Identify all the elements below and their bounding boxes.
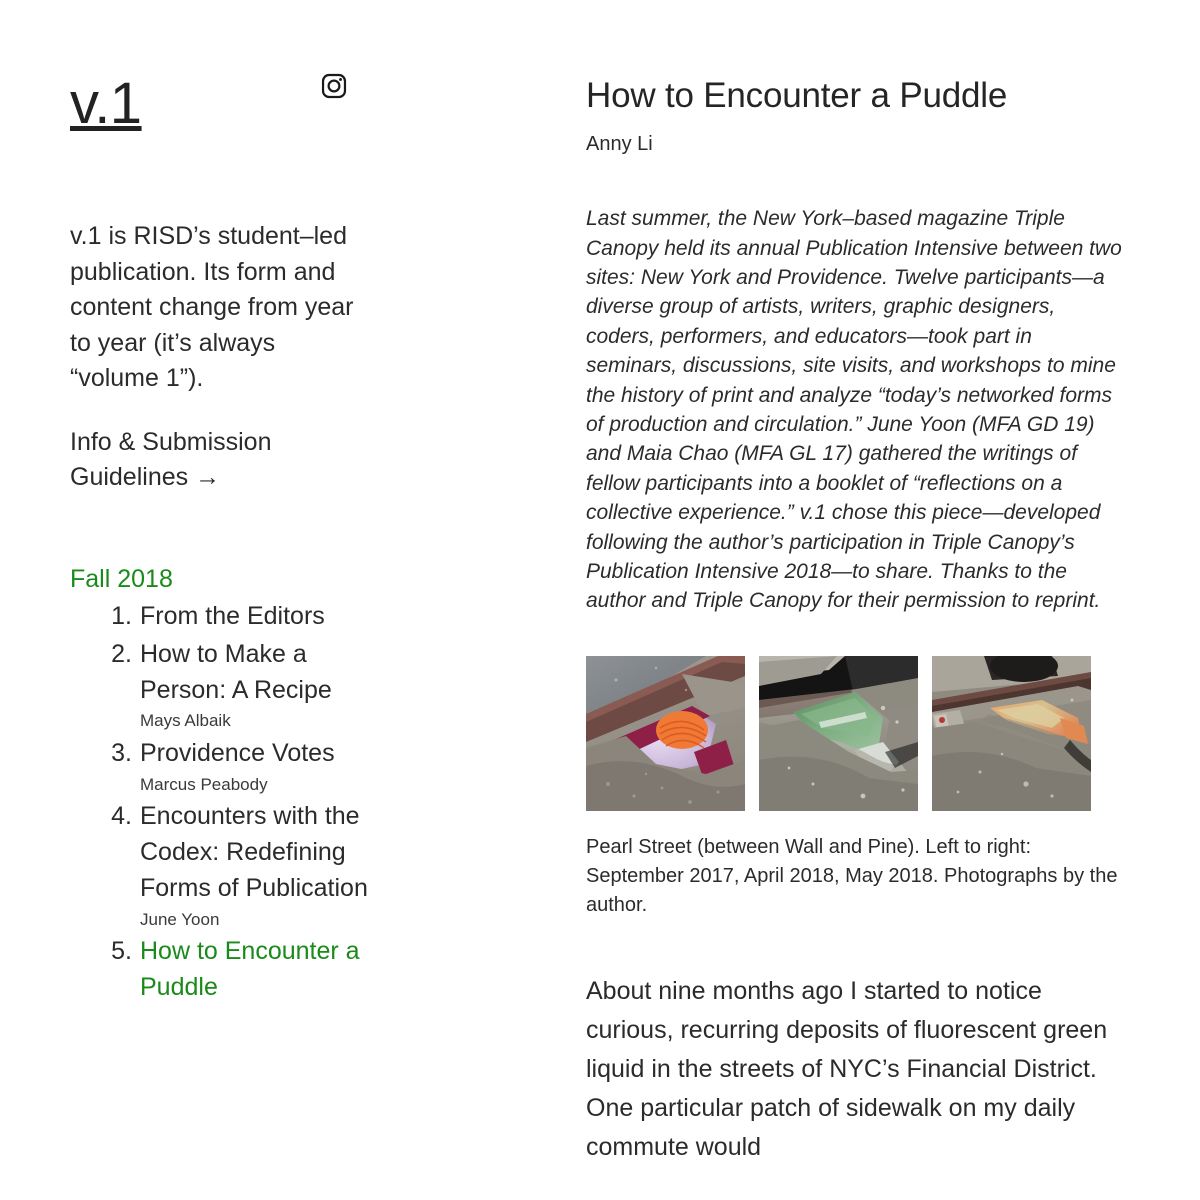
toc-title-link[interactable]: How to Make a Person: A Recipe [140, 639, 332, 704]
article-title: How to Encounter a Puddle [586, 76, 1008, 115]
photo-row [586, 656, 1138, 811]
article-author: Anny Li [586, 133, 653, 156]
guidelines-label: Info & Submission Guidelines [70, 427, 272, 491]
toc-title-link-current[interactable]: How to Encounter a Puddle [140, 937, 360, 1001]
site-logo[interactable]: v.1 [70, 71, 142, 136]
masthead [70, 71, 586, 195]
about-text: v.1 is RISD’s student–led publication. Its form and content change from year to year (it’s always “volume 1”). [70, 222, 354, 392]
article-body-paragraph: About nine months ago I started to notice curious, recurring deposits of fluorescent green liquid in the streets of NYC’s Financial District. One particular patch of sidewalk on my daily commute would [586, 976, 1108, 1161]
toc-item [70, 799, 370, 932]
toc-title-link[interactable]: From the Editors [140, 602, 325, 630]
instagram-icon [320, 72, 348, 100]
arrow-right-icon: → [195, 463, 221, 491]
article [586, 0, 1200, 1200]
sidebar [0, 0, 586, 1200]
puddle-photo-april-2018[interactable] [759, 656, 918, 811]
photo-caption: Pearl Street (between Wall and Pine). Left to right: September 2017, April 2018, May 2018. Photographs by the author. [586, 835, 1118, 916]
toc-title-link[interactable]: Providence Votes [140, 738, 335, 767]
table-of-contents [70, 599, 370, 1006]
toc-title-link[interactable]: Encounters with the Codex: Redefining Forms of Publication [140, 802, 368, 902]
issue-label[interactable]: Fall 2018 [70, 564, 173, 593]
toc-author: Mays Albaik [140, 711, 231, 731]
toc-author: Marcus Peabody [140, 774, 268, 794]
instagram-link[interactable] [320, 72, 348, 100]
puddle-photo-may-2018[interactable] [932, 656, 1091, 811]
puddle-photo-september-2017[interactable] [586, 656, 745, 811]
toc-item [70, 637, 370, 734]
toc-item [70, 934, 370, 1006]
article-intro: Last summer, the New York–based magazine Triple Canopy held its annual Publication Intensive between two sites: New York and Providence. Twelve participants—a diverse group of artists, writers, graphic designers, coders, performers, and educators—took part in seminars, discussions, site visits, and workshops to mine the history of print and analyze “today’s networked forms of production and circulation.” June Yoon (MFA GD 19) and Maia Chao (MFA GL 17) gathered the writings of fellow participants into a booklet of “reflections on a collective experience.” v.1 chose this piece—developed following the author’s participation in Triple Canopy’s Publication Intensive 2018—to share. Thanks to the author and Triple Canopy for their permission to reprint. [586, 207, 1122, 613]
toc-item [70, 736, 370, 797]
toc-item [70, 599, 370, 635]
toc-author: June Yoon [140, 909, 220, 929]
info-submission-guidelines-link[interactable] [70, 425, 370, 496]
